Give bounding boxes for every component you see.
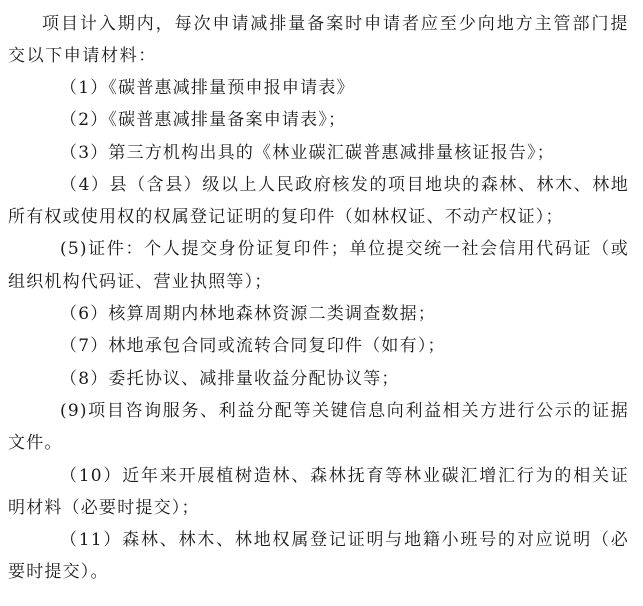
intro-paragraph: 项目计入期内，每次申请减排量备案时申请者应至少向地方主管部门提交以下申请材料：	[8, 14, 629, 66]
material-item-6: （6）核算周期内林地森林资源二类调查数据；	[60, 304, 437, 325]
material-item-2: （2）《碳普惠减排量备案申请表》；	[60, 110, 347, 131]
material-item-1: （1）《碳普惠减排量预申报申请表》	[60, 78, 355, 98]
material-item-5: (5)证件：个人提交身份证复印件；单位提交统一社会信用代码证（或组织机构代码证、营业执照等）；	[8, 239, 629, 292]
material-item-4: （4）县（含县）级以上人民政府核发的项目地块的森林、林木、林地所有权或使用权的权属登记证明的复印件（如林权证、不动产权证）；	[8, 174, 629, 228]
material-item-10: （10）近年来开展植树造林、森林抚育等林业碳汇增汇行为的相关证明材料（必要时提交）；	[8, 465, 629, 518]
material-item-9: (9)项目咨询服务、利益分配等关键信息向利益相关方进行公示的证据文件。	[8, 400, 629, 454]
material-item-3: （3）第三方机构出具的《林业碳汇碳普惠减排量核证报告》；	[60, 142, 555, 163]
material-item-8: （8）委托协议、减排量收益分配协议等；	[60, 368, 400, 389]
material-item-7: （7）林地承包合同或流转合同复印件（如有）；	[60, 336, 446, 357]
material-item-11: （11）森林、林木、林地权属登记证明与地籍小班号的对应说明（必要时提交）。	[8, 530, 629, 583]
